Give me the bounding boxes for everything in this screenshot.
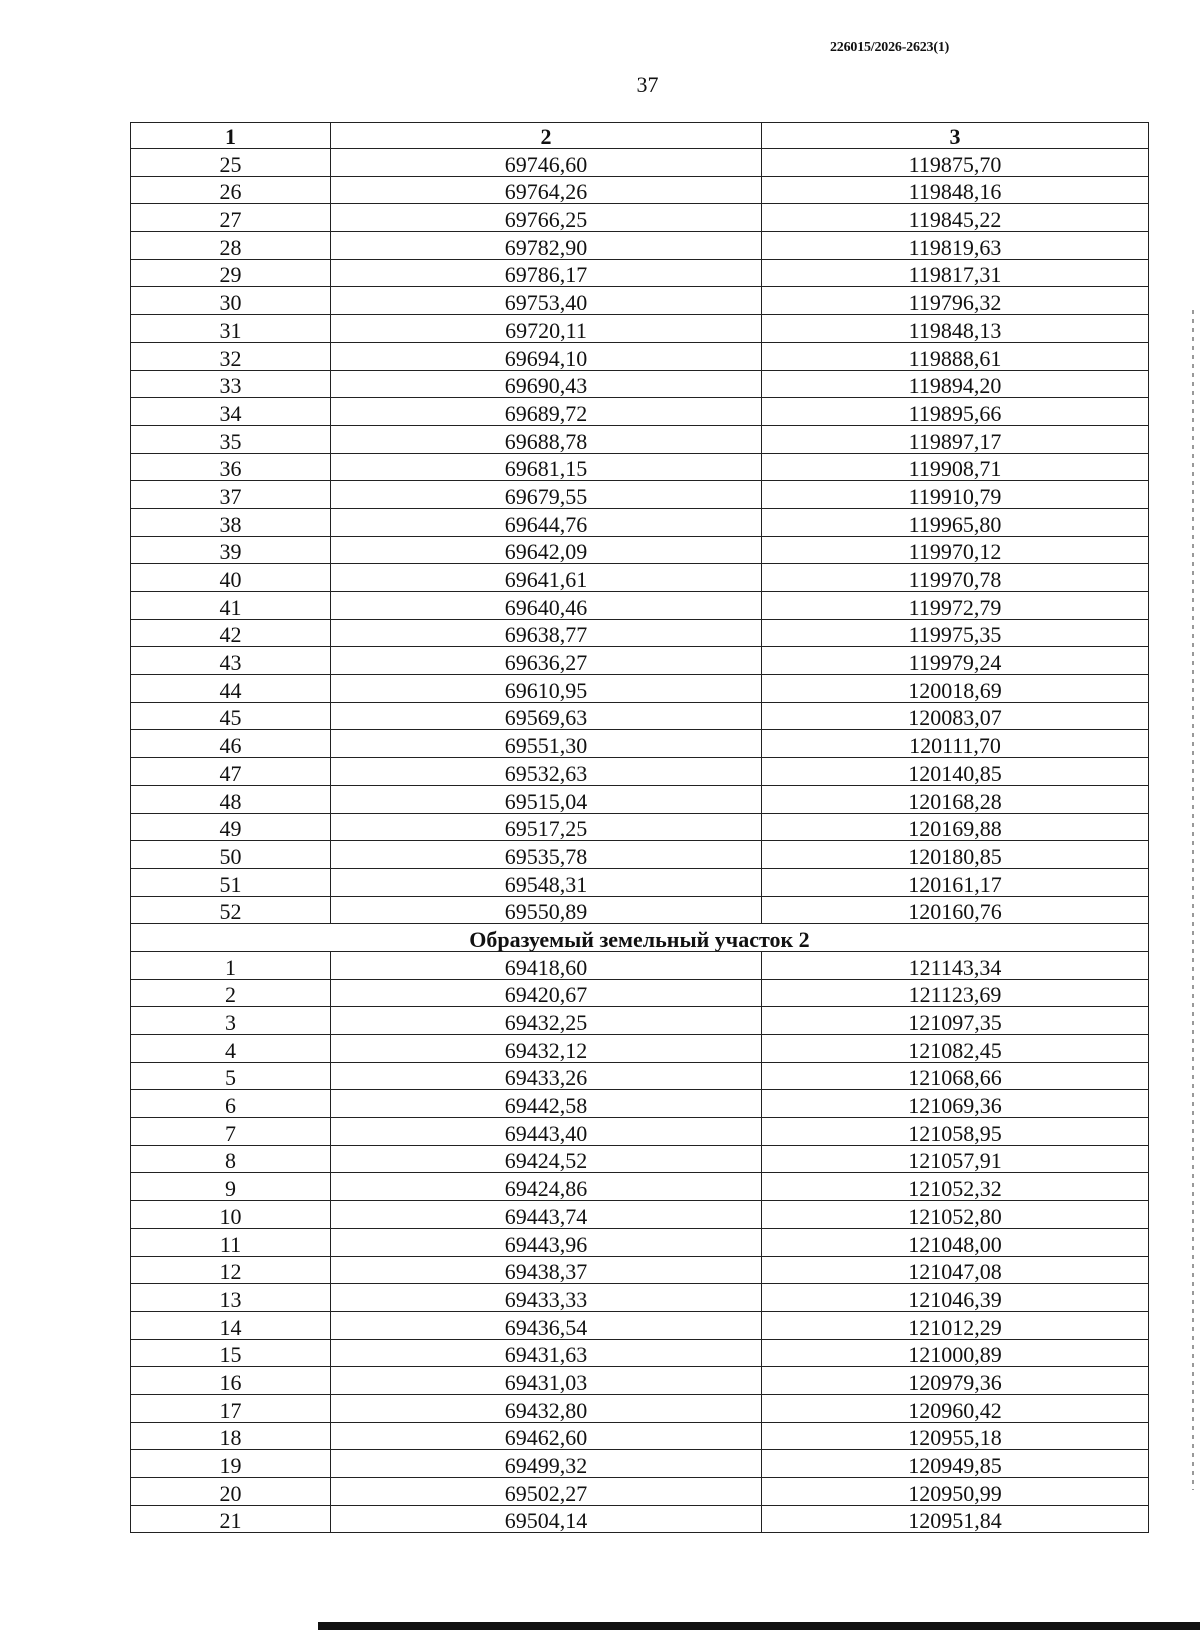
point-number-cell: 37	[131, 481, 331, 509]
table-row	[131, 287, 1149, 315]
x-coordinate-cell: 69504,14	[331, 1505, 762, 1533]
table-row	[131, 1422, 1149, 1450]
x-coordinate-cell: 69432,25	[331, 1007, 762, 1035]
x-coordinate-cell: 69688,78	[331, 425, 762, 453]
point-number-cell: 12	[131, 1256, 331, 1284]
scan-edge-line	[1192, 310, 1194, 1490]
point-number-cell: 34	[131, 398, 331, 426]
column-header-2: 2	[331, 123, 762, 149]
table-row	[131, 453, 1149, 481]
x-coordinate-cell: 69535,78	[331, 841, 762, 869]
x-coordinate-cell: 69636,27	[331, 647, 762, 675]
table-row	[131, 1450, 1149, 1478]
x-coordinate-cell: 69432,12	[331, 1035, 762, 1063]
x-coordinate-cell: 69436,54	[331, 1311, 762, 1339]
table-row	[131, 370, 1149, 398]
y-coordinate-cell: 121052,32	[762, 1173, 1149, 1201]
point-number-cell: 2	[131, 979, 331, 1007]
table-row	[131, 204, 1149, 232]
table-row	[131, 481, 1149, 509]
y-coordinate-cell: 120950,99	[762, 1478, 1149, 1506]
point-number-cell: 16	[131, 1367, 331, 1395]
table-row	[131, 1173, 1149, 1201]
point-number-cell: 14	[131, 1311, 331, 1339]
x-coordinate-cell: 69638,77	[331, 619, 762, 647]
point-number-cell: 46	[131, 730, 331, 758]
table-body-part1	[131, 149, 1149, 924]
y-coordinate-cell: 120960,42	[762, 1394, 1149, 1422]
y-coordinate-cell: 121082,45	[762, 1035, 1149, 1063]
y-coordinate-cell: 119910,79	[762, 481, 1149, 509]
x-coordinate-cell: 69551,30	[331, 730, 762, 758]
table-row	[131, 730, 1149, 758]
point-number-cell: 7	[131, 1118, 331, 1146]
x-coordinate-cell: 69694,10	[331, 342, 762, 370]
table-row	[131, 564, 1149, 592]
x-coordinate-cell: 69548,31	[331, 868, 762, 896]
y-coordinate-cell: 120161,17	[762, 868, 1149, 896]
table-row	[131, 896, 1149, 924]
table-row	[131, 176, 1149, 204]
point-number-cell: 11	[131, 1228, 331, 1256]
x-coordinate-cell: 69569,63	[331, 702, 762, 730]
point-number-cell: 20	[131, 1478, 331, 1506]
table-row	[131, 149, 1149, 177]
x-coordinate-cell: 69502,27	[331, 1478, 762, 1506]
table-row	[131, 675, 1149, 703]
y-coordinate-cell: 120083,07	[762, 702, 1149, 730]
point-number-cell: 18	[131, 1422, 331, 1450]
point-number-cell: 26	[131, 176, 331, 204]
point-number-cell: 40	[131, 564, 331, 592]
x-coordinate-cell: 69433,26	[331, 1062, 762, 1090]
point-number-cell: 38	[131, 508, 331, 536]
x-coordinate-cell: 69720,11	[331, 315, 762, 343]
point-number-cell: 5	[131, 1062, 331, 1090]
x-coordinate-cell: 69746,60	[331, 149, 762, 177]
y-coordinate-cell: 120955,18	[762, 1422, 1149, 1450]
y-coordinate-cell: 121069,36	[762, 1090, 1149, 1118]
point-number-cell: 49	[131, 813, 331, 841]
y-coordinate-cell: 119796,32	[762, 287, 1149, 315]
column-header-1: 1	[131, 123, 331, 149]
point-number-cell: 43	[131, 647, 331, 675]
x-coordinate-cell: 69786,17	[331, 259, 762, 287]
x-coordinate-cell: 69640,46	[331, 592, 762, 620]
y-coordinate-cell: 119897,17	[762, 425, 1149, 453]
x-coordinate-cell: 69443,96	[331, 1228, 762, 1256]
point-number-cell: 9	[131, 1173, 331, 1201]
point-number-cell: 30	[131, 287, 331, 315]
y-coordinate-cell: 119975,35	[762, 619, 1149, 647]
y-coordinate-cell: 119972,79	[762, 592, 1149, 620]
table-row	[131, 508, 1149, 536]
table-row	[131, 1118, 1149, 1146]
point-number-cell: 52	[131, 896, 331, 924]
y-coordinate-cell: 120169,88	[762, 813, 1149, 841]
y-coordinate-cell: 120979,36	[762, 1367, 1149, 1395]
x-coordinate-cell: 69764,26	[331, 176, 762, 204]
point-number-cell: 41	[131, 592, 331, 620]
x-coordinate-cell: 69431,63	[331, 1339, 762, 1367]
table-row	[131, 868, 1149, 896]
y-coordinate-cell: 121097,35	[762, 1007, 1149, 1035]
y-coordinate-cell: 121068,66	[762, 1062, 1149, 1090]
table-row	[131, 1311, 1149, 1339]
table-row	[131, 1394, 1149, 1422]
point-number-cell: 44	[131, 675, 331, 703]
y-coordinate-cell: 121123,69	[762, 979, 1149, 1007]
point-number-cell: 4	[131, 1035, 331, 1063]
x-coordinate-cell: 69532,63	[331, 758, 762, 786]
table-row	[131, 1228, 1149, 1256]
x-coordinate-cell: 69420,67	[331, 979, 762, 1007]
table-row	[131, 1256, 1149, 1284]
point-number-cell: 42	[131, 619, 331, 647]
point-number-cell: 27	[131, 204, 331, 232]
point-number-cell: 21	[131, 1505, 331, 1533]
table-row	[131, 1201, 1149, 1229]
table-row	[131, 232, 1149, 260]
y-coordinate-cell: 119970,12	[762, 536, 1149, 564]
y-coordinate-cell: 121048,00	[762, 1228, 1149, 1256]
x-coordinate-cell: 69431,03	[331, 1367, 762, 1395]
table-row	[131, 315, 1149, 343]
y-coordinate-cell: 119819,63	[762, 232, 1149, 260]
section-title: Образуемый земельный участок 2	[131, 924, 1149, 952]
y-coordinate-cell: 121143,34	[762, 951, 1149, 979]
table-row	[131, 702, 1149, 730]
x-coordinate-cell: 69515,04	[331, 785, 762, 813]
point-number-cell: 48	[131, 785, 331, 813]
x-coordinate-cell: 69443,40	[331, 1118, 762, 1146]
table-row	[131, 1090, 1149, 1118]
point-number-cell: 19	[131, 1450, 331, 1478]
point-number-cell: 31	[131, 315, 331, 343]
y-coordinate-cell: 120111,70	[762, 730, 1149, 758]
y-coordinate-cell: 120949,85	[762, 1450, 1149, 1478]
point-number-cell: 8	[131, 1145, 331, 1173]
x-coordinate-cell: 69641,61	[331, 564, 762, 592]
point-number-cell: 15	[131, 1339, 331, 1367]
x-coordinate-cell: 69432,80	[331, 1394, 762, 1422]
point-number-cell: 39	[131, 536, 331, 564]
point-number-cell: 32	[131, 342, 331, 370]
y-coordinate-cell: 120018,69	[762, 675, 1149, 703]
y-coordinate-cell: 120140,85	[762, 758, 1149, 786]
y-coordinate-cell: 119979,24	[762, 647, 1149, 675]
table-row	[131, 979, 1149, 1007]
y-coordinate-cell: 120951,84	[762, 1505, 1149, 1533]
y-coordinate-cell: 120160,76	[762, 896, 1149, 924]
point-number-cell: 50	[131, 841, 331, 869]
page-number: 37	[636, 72, 659, 97]
table-row	[131, 425, 1149, 453]
table-row	[131, 398, 1149, 426]
coordinates-table	[130, 122, 1149, 1533]
x-coordinate-cell: 69462,60	[331, 1422, 762, 1450]
y-coordinate-cell: 119908,71	[762, 453, 1149, 481]
y-coordinate-cell: 121012,29	[762, 1311, 1149, 1339]
table-row	[131, 592, 1149, 620]
point-number-cell: 29	[131, 259, 331, 287]
table-row	[131, 536, 1149, 564]
section-row	[131, 924, 1149, 952]
point-number-cell: 45	[131, 702, 331, 730]
x-coordinate-cell: 69424,86	[331, 1173, 762, 1201]
y-coordinate-cell: 121057,91	[762, 1145, 1149, 1173]
y-coordinate-cell: 119965,80	[762, 508, 1149, 536]
y-coordinate-cell: 121000,89	[762, 1339, 1149, 1367]
x-coordinate-cell: 69550,89	[331, 896, 762, 924]
table-row	[131, 951, 1149, 979]
point-number-cell: 28	[131, 232, 331, 260]
x-coordinate-cell: 69443,74	[331, 1201, 762, 1229]
y-coordinate-cell: 121046,39	[762, 1284, 1149, 1312]
table-row	[131, 1145, 1149, 1173]
y-coordinate-cell: 119895,66	[762, 398, 1149, 426]
point-number-cell: 10	[131, 1201, 331, 1229]
table-row	[131, 841, 1149, 869]
table-row	[131, 1035, 1149, 1063]
table-header-row	[131, 123, 1149, 149]
table-row	[131, 619, 1149, 647]
point-number-cell: 51	[131, 868, 331, 896]
y-coordinate-cell: 119894,20	[762, 370, 1149, 398]
point-number-cell: 36	[131, 453, 331, 481]
x-coordinate-cell: 69679,55	[331, 481, 762, 509]
scan-bottom-bar	[318, 1622, 1200, 1630]
x-coordinate-cell: 69438,37	[331, 1256, 762, 1284]
point-number-cell: 1	[131, 951, 331, 979]
x-coordinate-cell: 69689,72	[331, 398, 762, 426]
x-coordinate-cell: 69753,40	[331, 287, 762, 315]
table-row	[131, 647, 1149, 675]
y-coordinate-cell: 120168,28	[762, 785, 1149, 813]
table-section	[131, 924, 1149, 952]
document-code: 226015/2026-2623(1)	[830, 40, 950, 55]
y-coordinate-cell: 119848,13	[762, 315, 1149, 343]
y-coordinate-cell: 120180,85	[762, 841, 1149, 869]
x-coordinate-cell: 69499,32	[331, 1450, 762, 1478]
point-number-cell: 6	[131, 1090, 331, 1118]
x-coordinate-cell: 69782,90	[331, 232, 762, 260]
point-number-cell: 35	[131, 425, 331, 453]
table-row	[131, 1367, 1149, 1395]
column-header-3: 3	[762, 123, 1149, 149]
y-coordinate-cell: 121047,08	[762, 1256, 1149, 1284]
table-row	[131, 785, 1149, 813]
x-coordinate-cell: 69690,43	[331, 370, 762, 398]
point-number-cell: 47	[131, 758, 331, 786]
x-coordinate-cell: 69433,33	[331, 1284, 762, 1312]
table-row	[131, 1007, 1149, 1035]
table-row	[131, 1478, 1149, 1506]
point-number-cell: 17	[131, 1394, 331, 1422]
table-row	[131, 813, 1149, 841]
x-coordinate-cell: 69424,52	[331, 1145, 762, 1173]
y-coordinate-cell: 119845,22	[762, 204, 1149, 232]
y-coordinate-cell: 121058,95	[762, 1118, 1149, 1146]
point-number-cell: 25	[131, 149, 331, 177]
table-row	[131, 342, 1149, 370]
point-number-cell: 3	[131, 1007, 331, 1035]
x-coordinate-cell: 69644,76	[331, 508, 762, 536]
x-coordinate-cell: 69642,09	[331, 536, 762, 564]
x-coordinate-cell: 69610,95	[331, 675, 762, 703]
y-coordinate-cell: 119888,61	[762, 342, 1149, 370]
y-coordinate-cell: 119970,78	[762, 564, 1149, 592]
x-coordinate-cell: 69766,25	[331, 204, 762, 232]
point-number-cell: 13	[131, 1284, 331, 1312]
x-coordinate-cell: 69517,25	[331, 813, 762, 841]
table-row	[131, 1505, 1149, 1533]
x-coordinate-cell: 69418,60	[331, 951, 762, 979]
x-coordinate-cell: 69681,15	[331, 453, 762, 481]
y-coordinate-cell: 119875,70	[762, 149, 1149, 177]
table-row	[131, 1339, 1149, 1367]
y-coordinate-cell: 119817,31	[762, 259, 1149, 287]
table-row	[131, 1062, 1149, 1090]
y-coordinate-cell: 121052,80	[762, 1201, 1149, 1229]
x-coordinate-cell: 69442,58	[331, 1090, 762, 1118]
table-body-part2	[131, 951, 1149, 1532]
table-row	[131, 758, 1149, 786]
table-row	[131, 259, 1149, 287]
y-coordinate-cell: 119848,16	[762, 176, 1149, 204]
point-number-cell: 33	[131, 370, 331, 398]
table-row	[131, 1284, 1149, 1312]
